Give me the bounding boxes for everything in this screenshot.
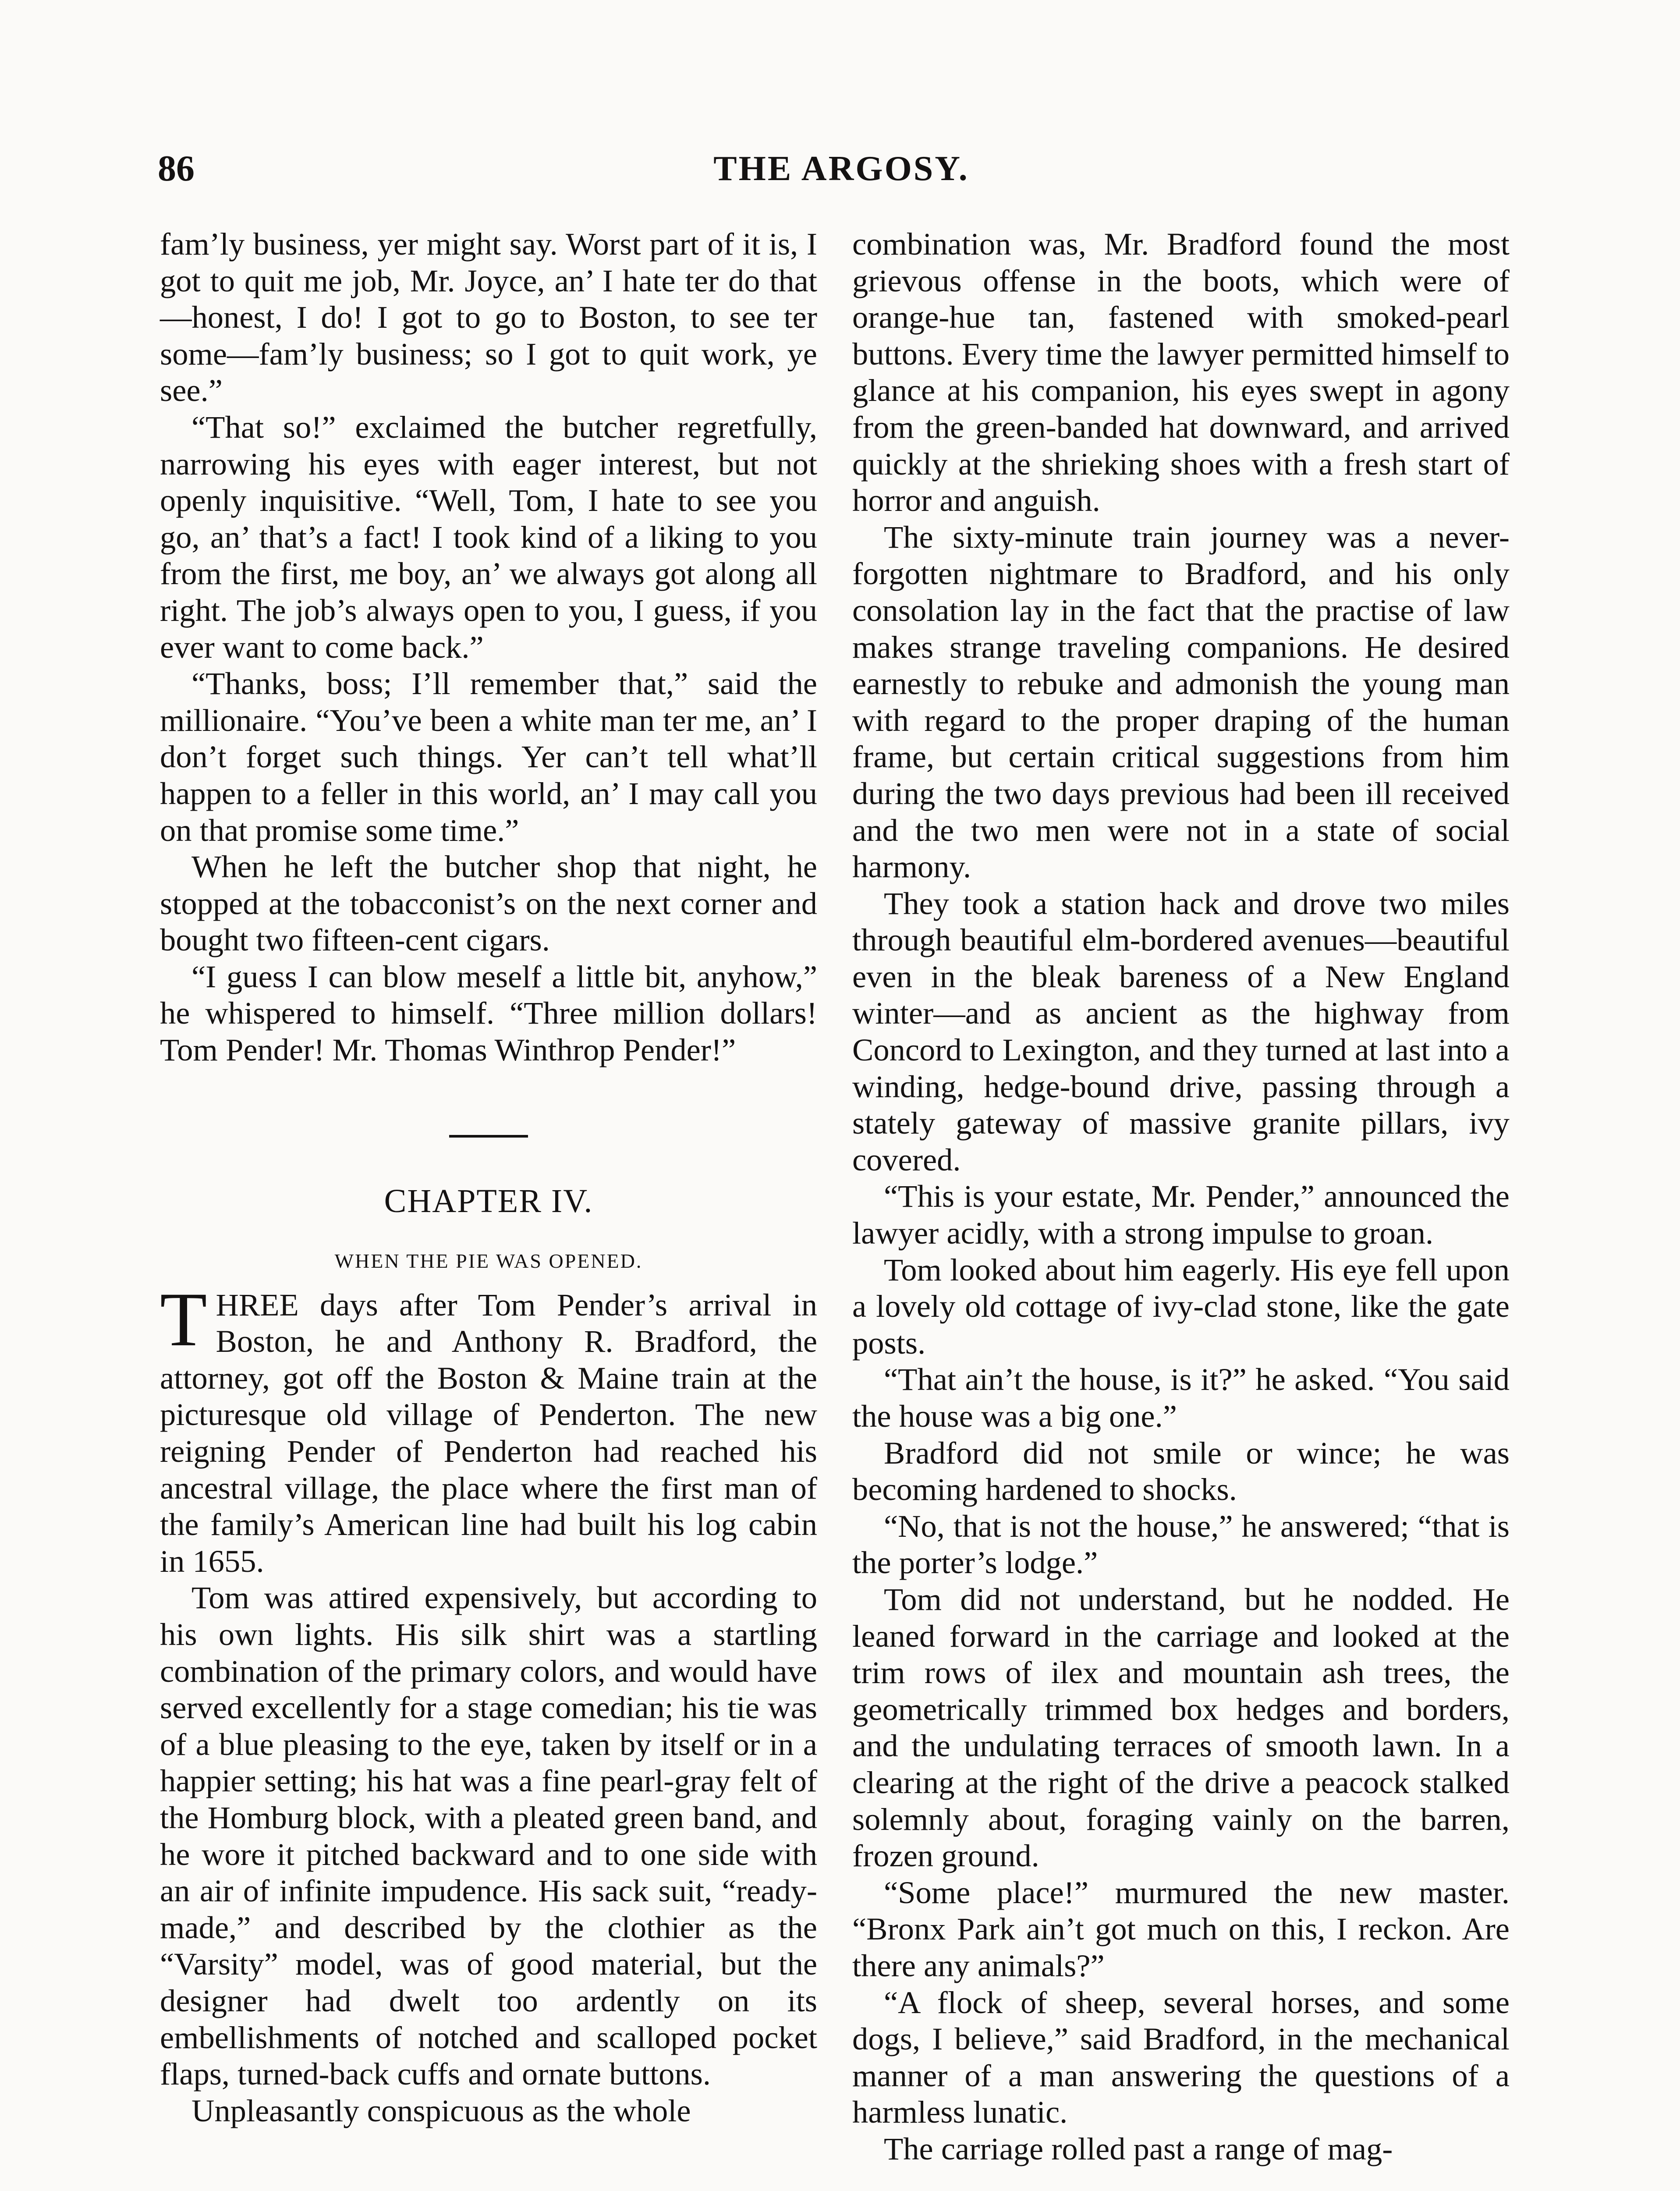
running-title: THE ARGOSY. (713, 149, 969, 188)
paragraph: “Some place!” murmured the new master. “Bronx Park ain’t got much on this, I reckon. Are there any animals?” (852, 1874, 1510, 1983)
paragraph: “A flock of sheep, several horses, and some dogs, I believe,” said Bradford, in the mechanical manner of a man answering the questions of a harmless lunatic. (852, 1984, 1510, 2130)
page-header (158, 145, 1525, 193)
left-column (160, 226, 817, 2129)
paragraph: fam’ly business, yer might say. Worst part of it is, I got to quit me job, Mr. Joyce, an’ I hate ter do that—honest, I do! I got to go to Boston, to see ter some—fam’ly business; so I got to quit work, ye see.” (160, 226, 817, 408)
paragraph: Tom was attired expensively, but according to his own lights. His silk shirt was a startling combination of the primary colors, and would have served excellently for a stage comedian; his tie was of a blue pleasing to the eye, taken by itself or in a happier setting; his hat was a fine pearl-gray felt of the Homburg block, with a pleated green band, and he wore it pitched backward and to one side with an air of infinite impudence. His sack suit, “ready-made,” and described by the clothier as the “Varsity” model, was of good material, but the designer had dwelt too ardently on its embellishments of notched and scalloped pocket flaps, turned-back cuffs and ornate buttons. (160, 1580, 817, 2092)
right-column (852, 226, 1510, 2167)
paragraph: “I guess I can blow meself a little bit, anyhow,” he whispered to himself. “Three million dollars! Tom Pender! Mr. Thomas Winthrop Pender!” (160, 958, 817, 1068)
page-number: 86 (158, 148, 195, 189)
paragraph: Tom did not understand, but he nodded. He leaned forward in the carriage and looked at the trim rows of ilex and mountain ash trees, the geometrically trimmed box hedges and borders, and the undulating terraces of smooth lawn. In a clearing at the right of the drive a peacock stalked solemnly about, foraging vainly on the barren, frozen ground. (852, 1581, 1510, 1874)
chapter-subtitle: WHEN THE PIE WAS OPENED. (334, 1249, 643, 1272)
section-divider (449, 1135, 528, 1138)
paragraph: “This is your estate, Mr. Pender,” announced the lawyer acidly, with a strong impulse to groan. (852, 1178, 1510, 1251)
chapter-title: CHAPTER IV. (384, 1182, 593, 1220)
paragraph: “That ain’t the house, is it?” he asked. “You said the house was a big one.” (852, 1361, 1510, 1434)
drop-cap: T (160, 1276, 207, 1362)
paragraph: When he left the butcher shop that night, he stopped at the tobacconist’s on the next corner and bought two fifteen-cent cigars. (160, 849, 817, 958)
paragraph: “Thanks, boss; I’ll remember that,” said the millionaire. “You’ve been a white man ter me, an’ I don’t forget such things. Yer can’t tell what’ll happen to a feller in this world, an’ I may call you on that promise some time.” (160, 666, 817, 848)
paragraph: Bradford did not smile or wince; he was becoming hardened to shocks. (852, 1435, 1510, 1507)
paragraph: They took a station hack and drove two miles through beautiful elm-bordered avenues—beautiful even in the bleak bareness of a New England winter—and as ancient as the highway from Concord to Lexington, and they turned at last into a winding, hedge-bound drive, passing through a stately gateway of massive granite pillars, ivy covered. (852, 885, 1510, 1177)
paragraph: Unpleasantly conspicuous as the whole (191, 2092, 691, 2128)
paragraph: “No, that is not the house,” he answered; “that is the porter’s lodge.” (852, 1508, 1510, 1581)
opening-text: HREE days after Tom Pender’s arrival in Boston, he and Anthony R. Bradford, the attorney, got off the Boston & Maine train at the picturesque old village of Penderton. The new reigning Pender of Penderton had reached his ancestral village, the place where the first man of the family’s American line had built his log cabin in 1655. (160, 1287, 817, 1579)
paragraph: The carriage rolled past a range of mag- (884, 2131, 1393, 2166)
paragraph: combination was, Mr. Bradford found the most grievous offense in the boots, which were of orange-hue tan, fastened with smoked-pearl buttons. Every time the lawyer permitted himself to glance at his companion, his eyes swept in agony from the green-banded hat downward, and arrived quickly at the shrieking shoes with a fresh start of horror and anguish. (852, 226, 1510, 518)
paragraph: “That so!” exclaimed the butcher regretfully, narrowing his eyes with eager interest, but not openly inquisitive. “Well, Tom, I hate to see you go, an’ that’s a fact! I took kind of a liking to you from the first, me boy, an’ we always got along all right. The job’s always open to you, I guess, if you ever want to come back.” (160, 409, 817, 665)
paragraph: The sixty-minute train journey was a never-forgotten nightmare to Bradford, and his only consolation lay in the fact that the practise of law makes strange traveling companions. He desired earnestly to rebuke and admonish the young man with regard to the proper draping of the human frame, but certain critical suggestions from him during the two days previous had been ill received and the two men were not in a state of social harmony. (852, 519, 1510, 885)
paragraph: Tom looked about him eagerly. His eye fell upon a lovely old cottage of ivy-clad stone, like the gate posts. (852, 1251, 1510, 1361)
chapter-opening-paragraph (160, 1276, 817, 1580)
